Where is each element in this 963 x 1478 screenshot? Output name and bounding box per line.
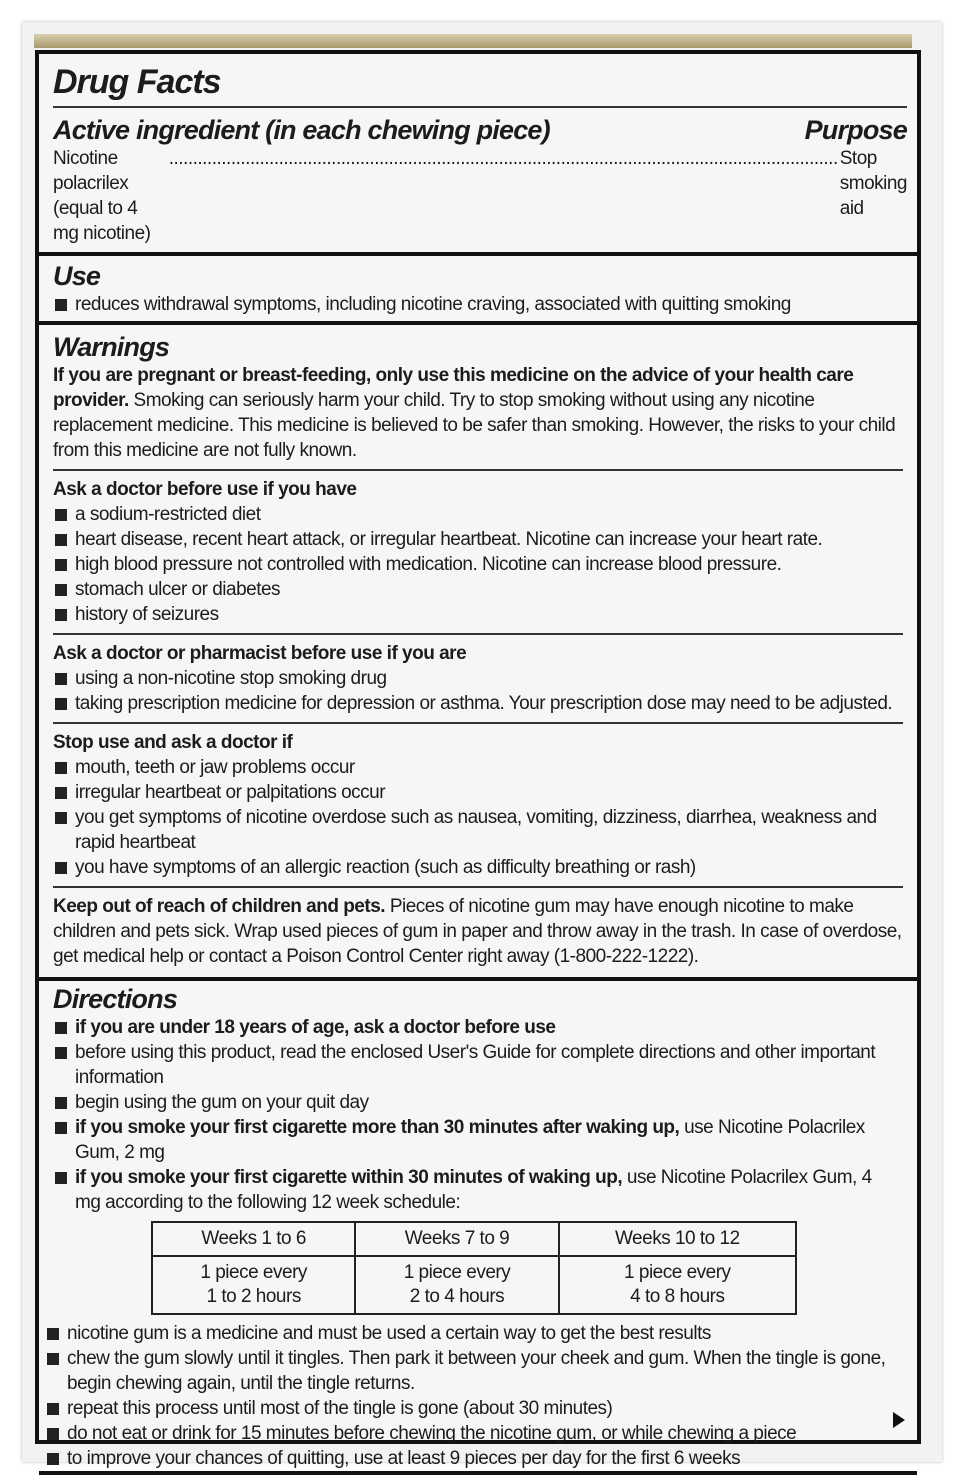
bullet-icon xyxy=(55,1097,67,1109)
list-item-text: use Nicotine Polacrilex Gum, 4 mg according to the following 12 week schedule: xyxy=(75,1167,872,1213)
list-item-text: use Nicotine Polacrilex Gum, 2 mg xyxy=(75,1117,865,1163)
bullet-icon xyxy=(47,1328,59,1340)
keep-out-of-reach-warning xyxy=(53,886,903,977)
list-item-text: history of seizures xyxy=(75,604,219,625)
bullet-icon xyxy=(55,812,67,824)
cell-line: 1 to 2 hours xyxy=(206,1286,301,1307)
bullet-icon xyxy=(55,534,67,546)
bullet-icon xyxy=(55,762,67,774)
list-item xyxy=(53,855,903,880)
ingredient-purpose: Stop smoking aid xyxy=(839,148,907,219)
dosing-schedule-table xyxy=(151,1221,797,1315)
list-item-text: before using this product, read the enclosed User's Guide for complete directions and other important information xyxy=(75,1042,876,1088)
bullet-icon xyxy=(55,509,67,521)
keep-out-bold: Keep out of reach of children and pets. xyxy=(53,896,386,917)
subsection-heading: Ask a doctor or pharmacist before use if you are xyxy=(53,643,467,664)
list-item-bold: if you are under 18 years of age, ask a doctor before use xyxy=(75,1017,556,1038)
pregnancy-warning xyxy=(53,363,903,469)
cell-line: 1 piece every xyxy=(200,1262,307,1283)
list-item-text: to improve your chances of quitting, use at least 9 pieces per day for the first 6 weeks xyxy=(67,1448,741,1469)
list-item xyxy=(53,1165,887,1215)
list-item xyxy=(53,292,907,317)
list-item xyxy=(53,1115,887,1165)
pregnancy-warning-bold: If you are pregnant or breast-feeding, only use this medicine on the advice of your health care provider. xyxy=(53,365,854,411)
list-item-text: begin using the gum on your quit day xyxy=(75,1092,369,1113)
bullet-icon xyxy=(55,787,67,799)
table-cell xyxy=(559,1256,796,1314)
bullet-icon xyxy=(55,862,67,874)
purpose-heading: Purpose xyxy=(804,115,907,145)
carton-flap xyxy=(34,34,912,48)
bullet-icon xyxy=(47,1453,59,1465)
bullet-icon xyxy=(55,299,67,311)
warning-subsection-stop-use xyxy=(53,722,903,886)
warnings-section xyxy=(39,325,917,981)
list-item xyxy=(53,805,903,855)
list-item xyxy=(53,552,903,577)
list-item-text: do not eat or drink for 15 minutes before chewing the nicotine gum, or while chewing a piece xyxy=(67,1423,797,1444)
list-item-text: repeat this process until most of the tingle is gone (about 30 minutes) xyxy=(67,1398,613,1419)
list-item xyxy=(45,1446,887,1471)
list-item-text: heart disease, recent heart attack, or irregular heartbeat. Nicotine can increase your heart rate. xyxy=(75,529,823,550)
list-item-text: you get symptoms of nicotine overdose such as nausea, vomiting, dizziness, diarrhea, weakness and rapid heartbeat xyxy=(75,807,877,853)
list-item-text: mouth, teeth or jaw problems occur xyxy=(75,757,355,778)
table-header-cell: Weeks 1 to 6 xyxy=(152,1222,355,1256)
cell-line: 4 to 8 hours xyxy=(630,1286,725,1307)
subsection-heading: Stop use and ask a doctor if xyxy=(53,732,293,753)
table-header-cell: Weeks 10 to 12 xyxy=(559,1222,796,1256)
list-item xyxy=(53,755,903,780)
list-item-text: you have symptoms of an allergic reaction (such as difficulty breathing or rash) xyxy=(75,857,696,878)
list-item-text: taking prescription medicine for depression or asthma. Your prescription dose may need to be adjusted. xyxy=(75,693,893,714)
list-item xyxy=(53,780,903,805)
list-item-text: chew the gum slowly until it tingles. Then park it between your cheek and gum. When the tingle is gone, begin chewing again, until the tingle returns. xyxy=(67,1348,886,1394)
table-cell xyxy=(152,1256,355,1314)
continue-arrow-icon xyxy=(893,1412,905,1428)
active-ingredient-section xyxy=(39,54,917,256)
bullet-icon xyxy=(55,1122,67,1134)
list-item-text: using a non-nicotine stop smoking drug xyxy=(75,668,387,689)
list-item xyxy=(53,577,903,602)
use-heading: Use xyxy=(53,261,101,291)
bullet-icon xyxy=(55,1047,67,1059)
pregnancy-warning-text: Smoking can seriously harm your child. Try to stop smoking without using any nicotine replacement medicine. This medicine is believed to be safer than smoking. However, the risks to your child from this medicine are not fully known. xyxy=(53,390,896,461)
table-cell xyxy=(355,1256,558,1314)
list-item xyxy=(45,1321,887,1346)
directions-heading: Directions xyxy=(53,984,178,1014)
warning-subsection-ask-doctor xyxy=(53,469,903,633)
page-title: Drug Facts xyxy=(53,54,907,108)
ingredient-name: Nicotine polacrilex (equal to 4 mg nicotine) xyxy=(53,148,151,244)
leader-dots: ............................................................................................................................................ xyxy=(168,148,838,169)
bullet-icon xyxy=(55,609,67,621)
bullet-icon xyxy=(55,1022,67,1034)
table-header-cell: Weeks 7 to 9 xyxy=(355,1222,558,1256)
subsection-heading: Ask a doctor before use if you have xyxy=(53,479,357,500)
list-item-text: reduces withdrawal symptoms, including nicotine craving, associated with quitting smoking xyxy=(75,294,791,315)
keep-out-text: Pieces of nicotine gum may have enough nicotine to make children and pets sick. Wrap used pieces of gum in paper and throw away in the trash. In case of overdose, get medical help or contact a Poison Control Center right away (1-800-222-1222). xyxy=(53,896,902,967)
list-item-text: stomach ulcer or diabetes xyxy=(75,579,281,600)
drug-facts-panel xyxy=(35,50,921,1469)
list-item xyxy=(53,1015,887,1040)
use-section xyxy=(39,256,917,325)
warning-subsection-ask-pharmacist xyxy=(53,633,903,722)
bullet-icon xyxy=(55,559,67,571)
list-item xyxy=(45,1396,887,1421)
bullet-icon xyxy=(55,673,67,685)
list-item-text: irregular heartbeat or palpitations occur xyxy=(75,782,386,803)
list-item xyxy=(53,602,903,627)
bullet-icon xyxy=(55,698,67,710)
list-item xyxy=(45,1346,887,1396)
list-item xyxy=(53,691,903,716)
list-item xyxy=(53,666,903,691)
list-item xyxy=(53,527,903,552)
cell-line: 1 piece every xyxy=(403,1262,511,1283)
active-ingredient-heading: Active ingredient (in each chewing piece) xyxy=(53,115,550,145)
list-item-text: high blood pressure not controlled with medication. Nicotine can increase blood pressure. xyxy=(75,554,782,575)
list-item-bold: if you smoke your first cigarette within 30 minutes of waking up, xyxy=(75,1167,623,1188)
list-item xyxy=(53,502,903,527)
table-row xyxy=(152,1256,796,1314)
bullet-icon xyxy=(47,1353,59,1365)
bullet-icon xyxy=(55,1172,67,1184)
directions-section xyxy=(39,981,917,1475)
warnings-heading: Warnings xyxy=(53,332,170,362)
list-item xyxy=(53,1090,887,1115)
table-header-row xyxy=(152,1222,796,1256)
list-item-text: nicotine gum is a medicine and must be used a certain way to get the best results xyxy=(67,1323,711,1344)
bullet-icon xyxy=(55,584,67,596)
list-item-bold: if you smoke your first cigarette more than 30 minutes after waking up, xyxy=(75,1117,680,1138)
cell-line: 1 piece every xyxy=(624,1262,731,1283)
list-item xyxy=(45,1421,887,1446)
cell-line: 2 to 4 hours xyxy=(409,1286,505,1307)
list-item-text: a sodium-restricted diet xyxy=(75,504,261,525)
bullet-icon xyxy=(47,1428,59,1440)
bullet-icon xyxy=(47,1403,59,1415)
list-item xyxy=(53,1040,887,1090)
